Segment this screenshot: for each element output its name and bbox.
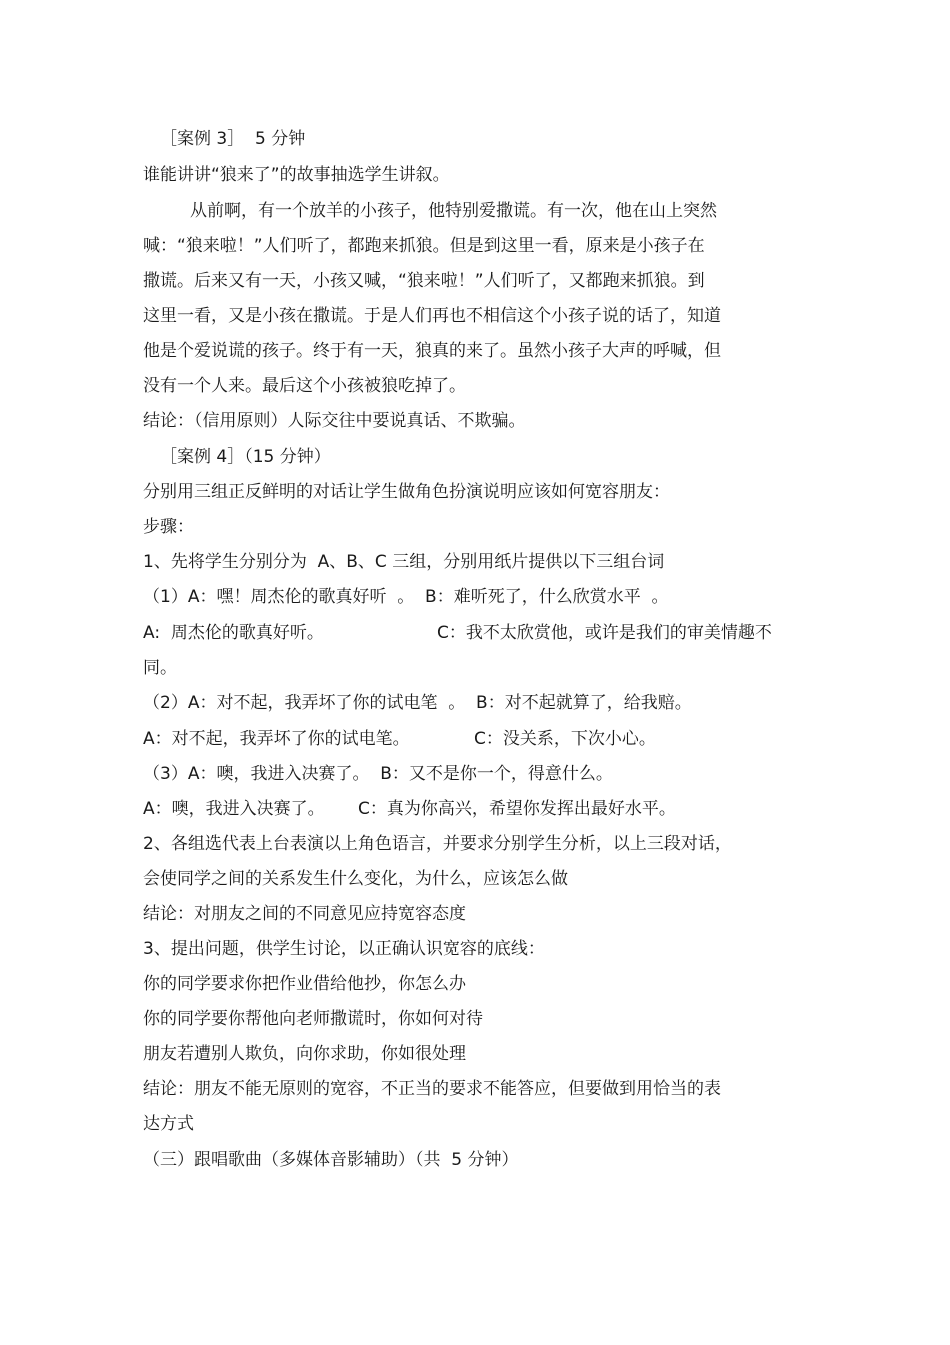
- dialogue-3-a: A：噢，我进入决赛了。: [143, 799, 325, 819]
- dialogue-1-c-cont: 同。: [143, 658, 177, 678]
- step-1: 1、先将学生分别分为 A、B、C 三组，分别用纸片提供以下三组台词: [143, 552, 665, 572]
- question-1: 你的同学要求你把作业借给他抄，你怎么办: [143, 974, 466, 994]
- dialogue-1-ab: （1）A：嘿！周杰伦的歌真好听 。 B：难听死了，什么欣赏水平 。: [143, 587, 669, 607]
- case-4-heading: ［案例 4］（15 分钟）: [160, 447, 331, 467]
- step-2-line-2: 会使同学之间的关系发生什么变化，为什么，应该怎么做: [143, 869, 568, 889]
- step-2-conclusion: 结论：对朋友之间的不同意见应持宽容态度: [143, 904, 466, 924]
- step-3-conclusion-cont: 达方式: [143, 1114, 194, 1134]
- step-3-conclusion: 结论：朋友不能无原则的宽容，不正当的要求不能答应，但要做到用恰当的表: [143, 1079, 721, 1099]
- dialogue-3-c: C：真为你高兴，希望你发挥出最好水平。: [358, 799, 676, 819]
- case-3-intro: 谁能讲讲“狼来了”的故事抽选学生讲叙。: [143, 165, 450, 185]
- section-3-heading: （三）跟唱歌曲（多媒体音影辅助）（共 5 分钟）: [143, 1150, 519, 1170]
- dialogue-2-ab: （2）A：对不起，我弄坏了你的试电笔 。 B：对不起就算了，给我赔。: [143, 693, 692, 713]
- case-3-conclusion: 结论：（信用原则）人际交往中要说真话、不欺骗。: [143, 411, 526, 431]
- step-2-line-1: 2、各组选代表上台表演以上角色语言，并要求分别学生分析，以上三段对话，: [143, 834, 732, 854]
- dialogue-1-c: C：我不太欣赏他，或许是我们的审美情趣不: [437, 623, 772, 643]
- question-3: 朋友若遭别人欺负，向你求助，你如很处理: [143, 1044, 466, 1064]
- dialogue-3-ab: （3）A：噢，我进入决赛了。 B：又不是你一个，得意什么。: [143, 764, 613, 784]
- steps-label: 步骤：: [143, 517, 194, 537]
- step-3: 3、提出问题，供学生讨论，以正确认识宽容的底线：: [143, 939, 545, 959]
- story-line-2: 喊：“狼来啦！”人们听了，都跑来抓狼。但是到这里一看，原来是小孩子在: [143, 236, 705, 256]
- dialogue-2-c: C：没关系，下次小心。: [474, 729, 656, 749]
- story-line-6: 没有一个人来。最后这个小孩被狼吃掉了。: [143, 376, 466, 396]
- dialogue-1-a: A: 周杰伦的歌真好听。: [143, 623, 324, 643]
- story-line-1: 从前啊，有一个放羊的小孩子，他特别爱撒谎。有一次，他在山上突然: [190, 201, 717, 221]
- case-3-heading: ［案例 3］ 5 分钟: [160, 129, 306, 149]
- story-line-3: 撒谎。后来又有一天，小孩又喊，“狼来啦！”人们听了，又都跑来抓狼。到: [143, 271, 705, 291]
- story-line-5: 他是个爱说谎的孩子。终于有一天，狼真的来了。虽然小孩子大声的呼喊，但: [143, 341, 721, 361]
- story-line-4: 这里一看，又是小孩在撒谎。于是人们再也不相信这个小孩子说的话了，知道: [143, 306, 721, 326]
- dialogue-2-a: A：对不起，我弄坏了你的试电笔。: [143, 729, 410, 749]
- case-4-intro: 分别用三组正反鲜明的对话让学生做角色扮演说明应该如何宽容朋友：: [143, 482, 670, 502]
- question-2: 你的同学要你帮他向老师撒谎时，你如何对待: [143, 1009, 483, 1029]
